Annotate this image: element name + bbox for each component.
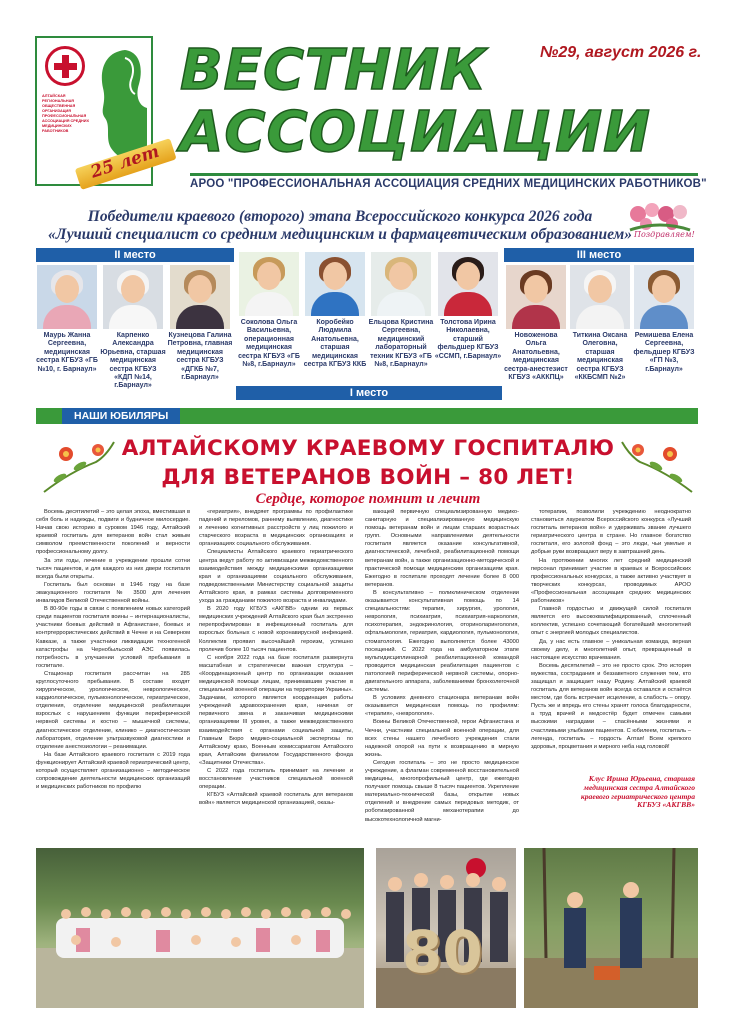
anniversary-label: 25 лет xyxy=(88,141,162,183)
winner-card xyxy=(236,252,302,369)
winner-photo xyxy=(103,265,163,329)
anniversary-photo xyxy=(376,848,516,1008)
winner-caption: Новоженова Ольга Анатольевна, медицинская сестра-анестезист КГБУЗ «АККПЦ» xyxy=(504,332,568,382)
contest-heading xyxy=(40,208,640,244)
winner-caption: Соколова Ольга Васильевна, операционная медицинская сестра КГБУЗ «ГБ №8, г.Барнаул» xyxy=(238,319,300,369)
winner-card xyxy=(568,265,632,382)
issue-number: №29, август 2026 г. xyxy=(540,44,702,61)
winner-card xyxy=(166,265,234,382)
winner-caption: Коробейко Людмила Анатольевна, старшая медицинская сестра КГБУЗ ККБ xyxy=(303,319,367,369)
winner-photo xyxy=(570,265,630,329)
winner-photo xyxy=(37,265,97,329)
organization-name: АРОО "ПРОФЕССИОНАЛЬНАЯ АССОЦИАЦИЯ СРЕДНИХ МЕДИЦИНСКИХ РАБОТНИКОВ" xyxy=(190,178,707,190)
winner-photo xyxy=(506,265,566,329)
winner-photo xyxy=(634,265,694,329)
winner-caption: Ельцова Кристина Сергеевна, медицинский лабораторный техник КГБУЗ «ГБ №8, г.Барнаул» xyxy=(368,319,434,369)
masthead-title-line2: АССОЦИАЦИИ xyxy=(180,100,651,165)
second-place-bar: II место xyxy=(36,248,234,262)
winner-card xyxy=(434,252,502,361)
article-column-4: тотерапии, позволили учреждению неоднократно становиться лауреатом Всероссийского конкурса «Лучший госпиталь ветеранов войн» и удерживать звание лучшего гериатрического центра в стране. Но главное богатство госпиталя, его золотой фонд – это люди, чьи умелые и добрые руки возвращают веру в завтрашний день. На протяжении многих лет средний медицинский персонал принимает участие в краевых и Всероссийских профессиональных конкурсах, а также активно участвует в творческих конкурсах, проводимых АРОО «Профессиональная ассоциация средних медицинских работников» Главной гордостью и движущей силой госпиталя является его высококвалифицированный, сплоченный коллектив, успешно сочетающий богатейший многолетний опыт с энергией молодых специалистов. Да, у нас есть главное – уникальная команда, верная своему делу, и многолетний опыт, превращенный в настоящее искусство врачевания. Восемь десятилетий – это не просто срок. Это история мужества, сострадания и беззаветного служения тем, кто защищал и защищает нашу Родину. Алтайский краевой госпиталь для ветеранов войн всегда оставался и остаётся местом, где боль встречает исцеление, а слабость – опору. Пусть же и впредь его стены хранят голоса благодарности, а труд врачей и медсестёр будет отмечен самыми высокими наградами – спасёнными жизнями и счастливыми улыбками пациентов. С юбилеем, госпиталь – легенда, госпиталь – гордость Алтая! Всем крепкого здоровья, процветания и мирного неба над головой! xyxy=(531,509,691,750)
winner-photo xyxy=(371,252,431,316)
logo-text: АЛТАЙСКАЯ РЕГИОНАЛЬНАЯ ОБЩЕСТВЕННАЯ ОРГАНИЗАЦИЯ ПРОФЕССИОНАЛЬНАЯ АССОЦИАЦИЯ СРЕДНИХ МЕДИЦИНСКИХ РАБОТНИКОВ xyxy=(42,94,90,133)
winner-caption: Толстова Ирина Николаевна, старший фельдшер КГБУЗ «ССМП, г.Барнаул» xyxy=(434,319,502,360)
winner-caption: Маурь Жанна Сергеевна, медицинская сестра КГБУЗ «ГБ №10, г. Барнаул» xyxy=(36,332,98,373)
section-label: НАШИ ЮБИЛЯРЫ xyxy=(62,408,180,424)
header-divider xyxy=(190,173,698,176)
article-signature: Клус Ирина Юрьевна, старшая медицинская сестра Алтайского краевого гериатрического центра КГБУЗ «АКГВВ» xyxy=(580,774,695,810)
winner-caption: Титкина Оксана Олеговна, старшая медицинская сестра КГБУЗ «ККБСМП №2» xyxy=(572,332,628,382)
winner-caption: Ремишева Елена Сергеевна, фельдшер КГБУЗ «ГП №3, г.Барнаул» xyxy=(633,332,695,373)
winner-card xyxy=(302,252,368,369)
third-place-bar: III место xyxy=(504,248,694,262)
winner-photo xyxy=(305,252,365,316)
winner-card xyxy=(504,265,568,382)
winner-card xyxy=(632,265,696,374)
winner-caption: Карпенко Александра Юрьевна, старшая медицинская сестра КГБУЗ «КДП №14, г.Барнаул» xyxy=(100,332,166,390)
winner-card xyxy=(34,265,100,374)
article-column-2: «гериатрия», внедряет программы по профилактике падений и переломов, раннему выявлению, диагностике и лечению когнитивных расстройств у лиц пожилого и старческого возраста в медицинских организациях и организациях социального обслуживания. Специалисты Алтайского краевого гериатрического центра ведут работу по активизации межведомственного взаимодействия между медицинскими организациями края и организациями социального обслуживания, подведомственными Министерству социальной защиты Алтайского края, в рамках системы долговременного ухода за гражданами пожилого возраста и инвалидами. В 2020 году КГБУЗ «АКГВВ» одним из первых медицинских учреждений Алтайского края был экстренно перепрофилирован в инфекционный госпиталь для взрослых больных с новой коронавирусной инфекцией. Коллектив проявил высочайший героизм, успешно пролечив более 10 тысяч пациентов. С ноября 2022 года на базе госпиталя развернута масштабная и стратегически важная структура – «Координационный центр по организации оказания медицинской помощи лицам, принимавшим участие в специальной военной операции на территории Украины». Задачами, которого является координация работы учреждений здравоохранения края, начиная от первичного звена и заканчивая медицинскими организациями III уровня, а также межведомственного взаимодействия с органами социальной защиты, Главным Бюро медико-социальной экспертизы по Алтайскому краю, Военным комиссариатом Алтайского края, Алтайским филиалом Государственного фонда «Защитники Отечества». С 2022 года госпиталь принимает на лечение и восстановление участников специальной военной операции. КГБУЗ «Алтайский краевой госпиталь для ветеранов войн» является медицинской организацией, оказы- xyxy=(199,509,353,807)
winner-card xyxy=(100,265,166,391)
winner-card xyxy=(368,252,434,369)
winner-caption: Кузнецова Галина Петровна, главная медицинская сестра КГБУЗ «ДГКБ №7, г.Барнаул» xyxy=(167,332,233,382)
contest-line1: Победители краевого (второго) этапа Всероссийского конкурса 2026 года xyxy=(87,208,593,225)
tree-planting-photo xyxy=(524,848,698,1008)
article-column-1: Восемь десятилетий – это целая эпоха, вместившая в себя боль и надежды, подвиги и будничное милосердие. Начав свою историю в суровом 1946 году, Алтайский краевой госпиталь для ветеранов войн стал живым символом преемственности поколений и верности профессиональному долгу. За эти годы, лечение в учреждении прошли сотни тысяч пациентов, и для каждого из них двери госпиталя всегда были открыты. Госпиталь был основан в 1946 году на базе эвакуационного госпиталя № 3500 для лечения инвалидов Великой Отечественной войны. В 80-90е годы в связи с появлением новых категорий среди пациентов госпиталя воины – интернационалисты, участники боевых действий в Афганистане, боевых и контртеррористических действий в Чечне и на Северном Кавказе, а также участники ликвидации техногенной катастрофы на Чернобыльской АЭС появилась потребность в улучшении условий пребывания в госпитале. Стационар госпиталя рассчитан на 285 круглосуточного пребывания. В составе входят хирургическое, урологическое, неврологическое, кардиологическое, пульмонологическое, гериатрическое, отделения, отделение медицинской реабилитации взрослых с нарушением функции периферической нервной системы и костно – мышечной системы, диагностическое отделение, клинико – диагностическая лаборатория, отделение ультразвуковой диагностики и отделение анестезиологии – реанимации. На базе Алтайского краевого госпиталя с 2019 года функционирует Алтайский краевой гериатрический центр, который осуществляет организационно – методическое сопровождение деятельности медицинских организаций и медицинских работников по профилю xyxy=(36,509,190,791)
eighty-number: 80 xyxy=(402,918,483,986)
article-subheadline: Сердце, которое помнит и лечит xyxy=(255,491,481,507)
article-headline: АЛТАЙСКОМУ КРАЕВОМУ ГОСПИТАЛЮ ДЛЯ ВЕТЕРАНОВ ВОЙН – 80 ЛЕТ! xyxy=(121,436,615,490)
article-column-3: вающей первичную специализированную медико-санитарную и специализированную медицинскую помощь ветеранам войн и лицам старших возрастных групп. Основными направлениями деятельности госпиталя является оказание консультативной, диагностической, лечебной, реабилитационной помощи ветеранам войн, а также организационно-методической и практической помощи медицинским организациям края. Ежегодно в госпитале проходят лечение более 8 000 ветеранов. В консультативно – поликлиническом отделении оказывается консультативная помощь по 14 специальностям: терапия, хирургия, урология, неврология, психиатрия, психиатрия-наркология, психотерапия, эндокринология, оториноларингология, офтальмология, гериатрия, кардиология, пульмонология, стоматология. Ежегодно выполняется более 43000 посещений. С 2022 года на амбулаторном этапе мультидисциплинарной реабилитационной командой проводится медицинская реабилитация пациентов с патологией периферической нервной системы, опорно-двигательного аппарата, заболеваниями бронхолегочной системы. В условиях дневного стационара ветеранам войн оказывается медицинская помощь по профилям: «терапия», «неврология». Воины Великой Отечественной, герои Афганистана и Чечни, участники специальной военной операции, для всех стены нашего лечебного учреждения стали надежной опорой на пути к возвращению в мирную жизнь. Сегодня госпиталь – это не просто медицинское учреждение, а флагман современной восстановительной медицины, многопрофильный центр, где ежегодно получают помощь свыше 8 тысяч пациентов. Укрепление материально-технической базы, открытие новых отделений и внедрение самых передовых методик, от роботизированной механотерапии до высокотехнологичной магни- xyxy=(365,509,519,823)
winner-photo xyxy=(438,252,498,316)
first-place-bar: I место xyxy=(236,386,502,400)
congrats-label: Поздравляем! xyxy=(634,230,695,239)
winner-photo xyxy=(170,265,230,329)
red-cross-icon xyxy=(45,46,85,86)
winner-photo xyxy=(239,252,299,316)
contest-line2: «Лучший специалист со средним медицинским и фармацевтическим образованием» xyxy=(48,226,632,243)
masthead-title-line1: ВЕСТНИК xyxy=(180,38,487,103)
staff-group-photo xyxy=(36,848,364,1008)
